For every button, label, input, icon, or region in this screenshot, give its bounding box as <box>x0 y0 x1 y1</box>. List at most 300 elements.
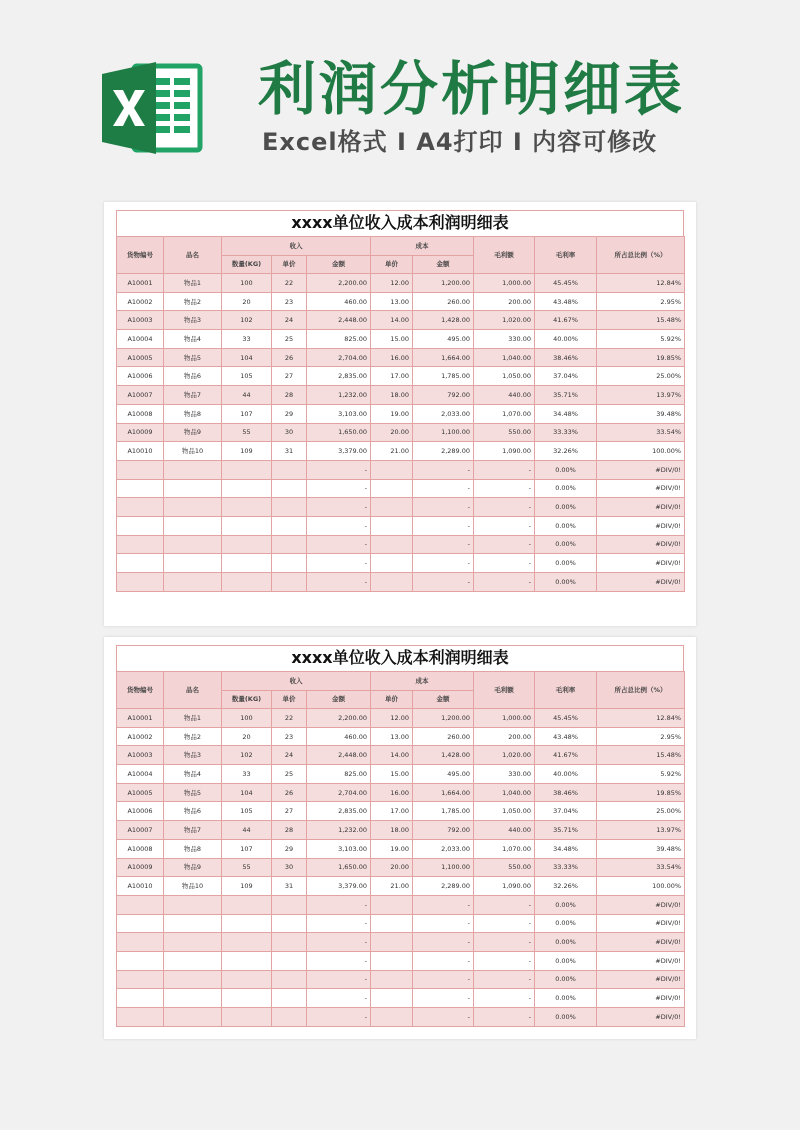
cell-share: 33.54% <box>597 858 685 877</box>
cell-income-amount: - <box>307 498 371 517</box>
cell-margin: 0.00% <box>535 951 597 970</box>
cell-cost-price <box>371 970 413 989</box>
col-header-profit: 毛利额 <box>474 672 535 709</box>
cell-share: 5.92% <box>597 765 685 784</box>
cell-income-price <box>272 573 307 592</box>
cell-qty: 55 <box>222 858 272 877</box>
cell-cost-price: 19.00 <box>371 404 413 423</box>
cell-code: A10004 <box>117 765 164 784</box>
cell-qty <box>222 970 272 989</box>
cell-share: 2.95% <box>597 292 685 311</box>
col-header-profit: 毛利额 <box>474 237 535 274</box>
cell-margin: 37.04% <box>535 802 597 821</box>
table-row <box>117 933 685 952</box>
cell-share: 25.00% <box>597 802 685 821</box>
cell-name <box>164 573 222 592</box>
cell-income-price: 25 <box>272 765 307 784</box>
cell-cost-price: 12.00 <box>371 709 413 728</box>
cell-cost-amount: - <box>413 479 474 498</box>
cell-margin: 33.33% <box>535 423 597 442</box>
cell-income-price <box>272 970 307 989</box>
cell-margin: 45.45% <box>535 274 597 293</box>
cell-profit: - <box>474 573 535 592</box>
cell-income-amount: 825.00 <box>307 765 371 784</box>
cell-name: 物品9 <box>164 423 222 442</box>
cell-income-amount: - <box>307 989 371 1008</box>
cell-income-amount: 3,379.00 <box>307 877 371 896</box>
cell-cost-price: 17.00 <box>371 367 413 386</box>
cell-cost-amount: - <box>413 989 474 1008</box>
cell-name: 物品4 <box>164 765 222 784</box>
cell-qty <box>222 951 272 970</box>
table-row <box>117 330 685 349</box>
cell-qty <box>222 479 272 498</box>
cell-cost-amount: - <box>413 970 474 989</box>
cell-income-amount: 2,448.00 <box>307 746 371 765</box>
cell-profit: - <box>474 895 535 914</box>
banner-title: 利润分析明细表 <box>258 55 686 123</box>
cell-code: A10010 <box>117 442 164 461</box>
cell-profit: 1,040.00 <box>474 348 535 367</box>
cell-margin: 43.48% <box>535 292 597 311</box>
col-header-code: 货物编号 <box>117 672 164 709</box>
cell-name: 物品10 <box>164 442 222 461</box>
cell-name: 物品3 <box>164 746 222 765</box>
cell-cost-amount: 1,428.00 <box>413 746 474 765</box>
cell-margin: 35.71% <box>535 386 597 405</box>
cell-code <box>117 460 164 479</box>
cell-income-price <box>272 535 307 554</box>
cell-qty: 109 <box>222 877 272 896</box>
cell-qty <box>222 460 272 479</box>
cell-profit: 550.00 <box>474 858 535 877</box>
cell-margin: 40.00% <box>535 765 597 784</box>
cell-income-amount: 2,704.00 <box>307 783 371 802</box>
cell-cost-amount: 260.00 <box>413 292 474 311</box>
cell-cost-amount: - <box>413 914 474 933</box>
banner-subtitle: Excel格式 I A4打印 I 内容可修改 <box>262 128 658 156</box>
cell-name: 物品8 <box>164 404 222 423</box>
cell-name: 物品6 <box>164 367 222 386</box>
cell-cost-amount: 1,785.00 <box>413 367 474 386</box>
table-row <box>117 460 685 479</box>
col-header-margin: 毛利率 <box>535 237 597 274</box>
cell-cost-price <box>371 554 413 573</box>
cell-name: 物品10 <box>164 877 222 896</box>
cell-cost-price: 17.00 <box>371 802 413 821</box>
cell-cost-price <box>371 460 413 479</box>
cell-qty: 100 <box>222 274 272 293</box>
cell-margin: 0.00% <box>535 895 597 914</box>
cell-cost-amount: 2,033.00 <box>413 404 474 423</box>
table-row <box>117 970 685 989</box>
table-row <box>117 573 685 592</box>
cell-share: #DIV/0! <box>597 460 685 479</box>
cell-qty: 33 <box>222 330 272 349</box>
table-row <box>117 1008 685 1027</box>
col-header-income-amount: 金额 <box>307 255 371 274</box>
cell-qty: 102 <box>222 311 272 330</box>
cell-share: 13.97% <box>597 821 685 840</box>
spreadsheet-preview-2 <box>104 637 696 1039</box>
cell-qty: 105 <box>222 367 272 386</box>
cell-income-price <box>272 989 307 1008</box>
table-row <box>117 367 685 386</box>
table-row <box>117 895 685 914</box>
cell-income-price: 23 <box>272 727 307 746</box>
col-header-cost-price: 单价 <box>371 690 413 709</box>
cell-cost-price: 15.00 <box>371 330 413 349</box>
col-header-cost-amount: 金额 <box>413 690 474 709</box>
cell-name: 物品4 <box>164 330 222 349</box>
cell-qty: 107 <box>222 404 272 423</box>
cell-income-price: 29 <box>272 839 307 858</box>
cell-income-price <box>272 498 307 517</box>
cell-cost-amount: 1,664.00 <box>413 783 474 802</box>
table-row <box>117 989 685 1008</box>
cell-income-price <box>272 951 307 970</box>
cell-qty: 102 <box>222 746 272 765</box>
cell-margin: 41.67% <box>535 746 597 765</box>
cell-profit: 200.00 <box>474 727 535 746</box>
cell-qty: 104 <box>222 348 272 367</box>
cell-profit: 440.00 <box>474 386 535 405</box>
cell-cost-price <box>371 914 413 933</box>
cell-cost-price <box>371 989 413 1008</box>
cell-qty <box>222 914 272 933</box>
cell-income-price <box>272 460 307 479</box>
cell-profit: - <box>474 498 535 517</box>
cell-code <box>117 535 164 554</box>
cell-income-amount: - <box>307 479 371 498</box>
cell-income-amount: 825.00 <box>307 330 371 349</box>
cell-income-amount: 3,103.00 <box>307 839 371 858</box>
cell-share: 33.54% <box>597 423 685 442</box>
col-header-income-amount: 金额 <box>307 690 371 709</box>
col-header-name: 品名 <box>164 237 222 274</box>
cell-share: #DIV/0! <box>597 479 685 498</box>
col-header-income-price: 单价 <box>272 255 307 274</box>
cell-profit: 1,040.00 <box>474 783 535 802</box>
cell-cost-amount: - <box>413 933 474 952</box>
table-row <box>117 348 685 367</box>
col-header-cost: 成本 <box>371 237 474 256</box>
cell-income-amount: - <box>307 460 371 479</box>
cell-income-price: 24 <box>272 311 307 330</box>
table-row <box>117 311 685 330</box>
cell-name: 物品6 <box>164 802 222 821</box>
col-header-cost: 成本 <box>371 672 474 691</box>
cell-share: 100.00% <box>597 877 685 896</box>
cell-income-price <box>272 479 307 498</box>
cell-cost-amount: 1,100.00 <box>413 858 474 877</box>
cell-cost-price <box>371 951 413 970</box>
cell-qty <box>222 516 272 535</box>
cell-income-price: 23 <box>272 292 307 311</box>
cell-qty: 33 <box>222 765 272 784</box>
cell-profit: - <box>474 535 535 554</box>
col-header-share: 所占总比例（%） <box>597 672 685 709</box>
cell-profit: 1,070.00 <box>474 404 535 423</box>
cell-qty: 20 <box>222 292 272 311</box>
cell-cost-price: 20.00 <box>371 858 413 877</box>
table-row <box>117 951 685 970</box>
cell-qty <box>222 1008 272 1027</box>
cell-income-amount: 1,232.00 <box>307 821 371 840</box>
cell-code <box>117 951 164 970</box>
cell-income-amount: 460.00 <box>307 292 371 311</box>
cell-code: A10002 <box>117 292 164 311</box>
cell-code <box>117 895 164 914</box>
cell-income-amount: 1,232.00 <box>307 386 371 405</box>
cell-name <box>164 498 222 517</box>
cell-share: #DIV/0! <box>597 573 685 592</box>
cell-name <box>164 1008 222 1027</box>
cell-profit: - <box>474 951 535 970</box>
cell-income-amount: 2,200.00 <box>307 709 371 728</box>
spreadsheet-preview-1 <box>104 202 696 626</box>
cell-name: 物品9 <box>164 858 222 877</box>
cell-name: 物品3 <box>164 311 222 330</box>
cell-name <box>164 535 222 554</box>
table-row <box>117 802 685 821</box>
cell-profit: - <box>474 914 535 933</box>
table-row <box>117 746 685 765</box>
cell-name: 物品2 <box>164 292 222 311</box>
cell-share: 12.84% <box>597 274 685 293</box>
cell-name: 物品1 <box>164 274 222 293</box>
cell-margin: 41.67% <box>535 311 597 330</box>
cell-profit: 1,090.00 <box>474 877 535 896</box>
cell-margin: 0.00% <box>535 535 597 554</box>
cell-name <box>164 951 222 970</box>
cell-code <box>117 498 164 517</box>
cell-cost-price <box>371 535 413 554</box>
cell-cost-price: 14.00 <box>371 311 413 330</box>
cell-cost-price: 18.00 <box>371 821 413 840</box>
cell-profit: 1,050.00 <box>474 802 535 821</box>
cell-income-amount: - <box>307 914 371 933</box>
cell-profit: - <box>474 516 535 535</box>
cell-margin: 0.00% <box>535 1008 597 1027</box>
col-header-qty: 数量(KG) <box>222 690 272 709</box>
cell-share: #DIV/0! <box>597 535 685 554</box>
cell-income-amount: - <box>307 970 371 989</box>
cell-name <box>164 516 222 535</box>
cell-qty <box>222 989 272 1008</box>
cell-income-price: 24 <box>272 746 307 765</box>
cell-income-price <box>272 895 307 914</box>
cell-cost-price: 21.00 <box>371 877 413 896</box>
cell-name <box>164 989 222 1008</box>
cell-profit: 440.00 <box>474 821 535 840</box>
cell-income-amount: 1,650.00 <box>307 423 371 442</box>
col-header-name: 品名 <box>164 672 222 709</box>
cell-qty: 109 <box>222 442 272 461</box>
cell-margin: 0.00% <box>535 460 597 479</box>
cell-share: #DIV/0! <box>597 516 685 535</box>
cell-profit: - <box>474 989 535 1008</box>
cell-cost-amount: - <box>413 460 474 479</box>
cell-qty: 44 <box>222 386 272 405</box>
cell-margin: 0.00% <box>535 498 597 517</box>
cell-cost-amount: - <box>413 535 474 554</box>
cell-code: A10005 <box>117 783 164 802</box>
col-header-income-price: 单价 <box>272 690 307 709</box>
cell-cost-amount: - <box>413 951 474 970</box>
cell-code: A10008 <box>117 404 164 423</box>
profit-table <box>116 671 685 1027</box>
profit-table <box>116 236 685 592</box>
cell-code <box>117 479 164 498</box>
cell-income-amount: 3,379.00 <box>307 442 371 461</box>
cell-margin: 34.48% <box>535 839 597 858</box>
cell-share: #DIV/0! <box>597 933 685 952</box>
cell-profit: 1,050.00 <box>474 367 535 386</box>
cell-cost-price <box>371 479 413 498</box>
cell-cost-price: 20.00 <box>371 423 413 442</box>
cell-income-amount: 2,704.00 <box>307 348 371 367</box>
cell-income-amount: 460.00 <box>307 727 371 746</box>
cell-cost-amount: 2,289.00 <box>413 442 474 461</box>
cell-code: A10001 <box>117 709 164 728</box>
cell-income-amount: 2,448.00 <box>307 311 371 330</box>
sheet-title: xxxx单位收入成本利润明细表 <box>116 645 684 671</box>
table-row <box>117 479 685 498</box>
cell-income-price: 25 <box>272 330 307 349</box>
cell-income-amount: 2,835.00 <box>307 802 371 821</box>
cell-cost-price <box>371 516 413 535</box>
cell-income-price: 29 <box>272 404 307 423</box>
cell-name: 物品2 <box>164 727 222 746</box>
cell-profit: 330.00 <box>474 765 535 784</box>
cell-profit: 1,090.00 <box>474 442 535 461</box>
cell-income-price: 28 <box>272 386 307 405</box>
cell-profit: 1,070.00 <box>474 839 535 858</box>
cell-margin: 0.00% <box>535 554 597 573</box>
cell-income-price <box>272 554 307 573</box>
cell-cost-price <box>371 498 413 517</box>
cell-qty: 107 <box>222 839 272 858</box>
col-header-cost-amount: 金额 <box>413 255 474 274</box>
cell-profit: - <box>474 970 535 989</box>
cell-income-price: 30 <box>272 423 307 442</box>
cell-share: #DIV/0! <box>597 914 685 933</box>
cell-code <box>117 933 164 952</box>
cell-margin: 0.00% <box>535 970 597 989</box>
cell-cost-amount: - <box>413 895 474 914</box>
cell-qty <box>222 554 272 573</box>
cell-code: A10009 <box>117 858 164 877</box>
table-row <box>117 442 685 461</box>
banner <box>0 0 800 190</box>
cell-code: A10005 <box>117 348 164 367</box>
cell-code <box>117 914 164 933</box>
sheet-title: xxxx单位收入成本利润明细表 <box>116 210 684 236</box>
cell-margin: 0.00% <box>535 516 597 535</box>
cell-income-price: 27 <box>272 367 307 386</box>
col-header-code: 货物编号 <box>117 237 164 274</box>
table-row <box>117 423 685 442</box>
cell-cost-price: 16.00 <box>371 783 413 802</box>
cell-share: 25.00% <box>597 367 685 386</box>
cell-cost-amount: 792.00 <box>413 821 474 840</box>
cell-qty <box>222 933 272 952</box>
cell-profit: - <box>474 554 535 573</box>
cell-share: 5.92% <box>597 330 685 349</box>
cell-income-price <box>272 1008 307 1027</box>
cell-cost-price <box>371 933 413 952</box>
cell-name <box>164 895 222 914</box>
cell-cost-amount: - <box>413 573 474 592</box>
cell-qty <box>222 895 272 914</box>
cell-income-amount: - <box>307 933 371 952</box>
cell-share: 15.48% <box>597 746 685 765</box>
cell-share: 100.00% <box>597 442 685 461</box>
cell-margin: 32.26% <box>535 877 597 896</box>
cell-margin: 32.26% <box>535 442 597 461</box>
cell-share: #DIV/0! <box>597 1008 685 1027</box>
cell-code <box>117 970 164 989</box>
cell-share: #DIV/0! <box>597 951 685 970</box>
cell-qty: 55 <box>222 423 272 442</box>
cell-margin: 43.48% <box>535 727 597 746</box>
cell-code <box>117 516 164 535</box>
cell-code <box>117 1008 164 1027</box>
cell-income-price: 26 <box>272 348 307 367</box>
cell-cost-amount: 1,200.00 <box>413 709 474 728</box>
cell-cost-amount: 1,100.00 <box>413 423 474 442</box>
cell-margin: 40.00% <box>535 330 597 349</box>
cell-profit: 1,020.00 <box>474 746 535 765</box>
cell-name: 物品7 <box>164 386 222 405</box>
cell-cost-price: 14.00 <box>371 746 413 765</box>
cell-code: A10007 <box>117 821 164 840</box>
cell-share: #DIV/0! <box>597 895 685 914</box>
cell-share: #DIV/0! <box>597 554 685 573</box>
cell-qty <box>222 498 272 517</box>
table-row <box>117 877 685 896</box>
cell-qty <box>222 573 272 592</box>
cell-share: #DIV/0! <box>597 989 685 1008</box>
cell-cost-amount: 1,785.00 <box>413 802 474 821</box>
cell-code: A10010 <box>117 877 164 896</box>
table-row <box>117 386 685 405</box>
cell-income-amount: - <box>307 573 371 592</box>
col-header-income: 收入 <box>222 672 371 691</box>
cell-cost-price <box>371 573 413 592</box>
table-row <box>117 516 685 535</box>
table-row <box>117 535 685 554</box>
cell-income-price <box>272 516 307 535</box>
cell-code: A10008 <box>117 839 164 858</box>
cell-cost-amount: 260.00 <box>413 727 474 746</box>
cell-share: 12.84% <box>597 709 685 728</box>
cell-share: 19.85% <box>597 783 685 802</box>
cell-cost-amount: - <box>413 516 474 535</box>
cell-code: A10001 <box>117 274 164 293</box>
cell-margin: 35.71% <box>535 821 597 840</box>
cell-cost-price: 13.00 <box>371 292 413 311</box>
cell-qty: 20 <box>222 727 272 746</box>
cell-margin: 45.45% <box>535 709 597 728</box>
cell-share: 39.48% <box>597 404 685 423</box>
cell-name: 物品1 <box>164 709 222 728</box>
table-row <box>117 292 685 311</box>
cell-share: #DIV/0! <box>597 970 685 989</box>
cell-cost-price: 12.00 <box>371 274 413 293</box>
col-header-share: 所占总比例（%） <box>597 237 685 274</box>
